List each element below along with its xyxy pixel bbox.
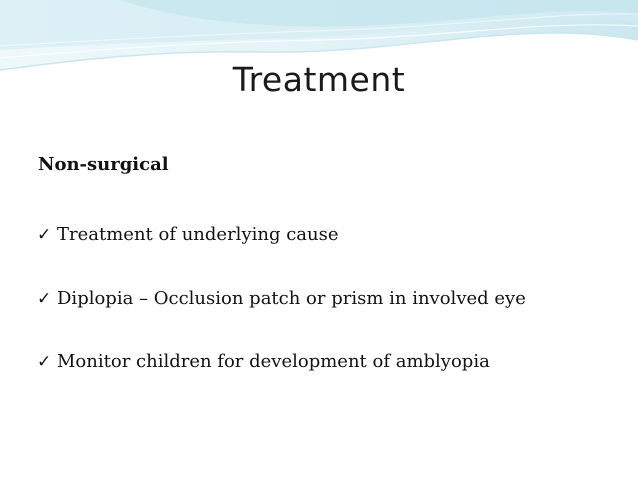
checkmark-icon: ✓ (37, 352, 52, 372)
checkmark-icon: ✓ (37, 289, 52, 309)
bullet-text: Treatment of underlying cause (57, 224, 339, 245)
slide-title: Treatment (232, 60, 406, 99)
bullet-item (37, 351, 490, 372)
checkmark-icon: ✓ (37, 225, 52, 245)
section-subheading: Non-surgical (38, 154, 169, 175)
bullet-item (37, 288, 526, 309)
bullet-text: Diplopia – Occlusion patch or prism in involved eye (57, 288, 526, 309)
bullet-item (37, 224, 339, 245)
bullet-text: Monitor children for development of amblyopia (57, 351, 490, 372)
